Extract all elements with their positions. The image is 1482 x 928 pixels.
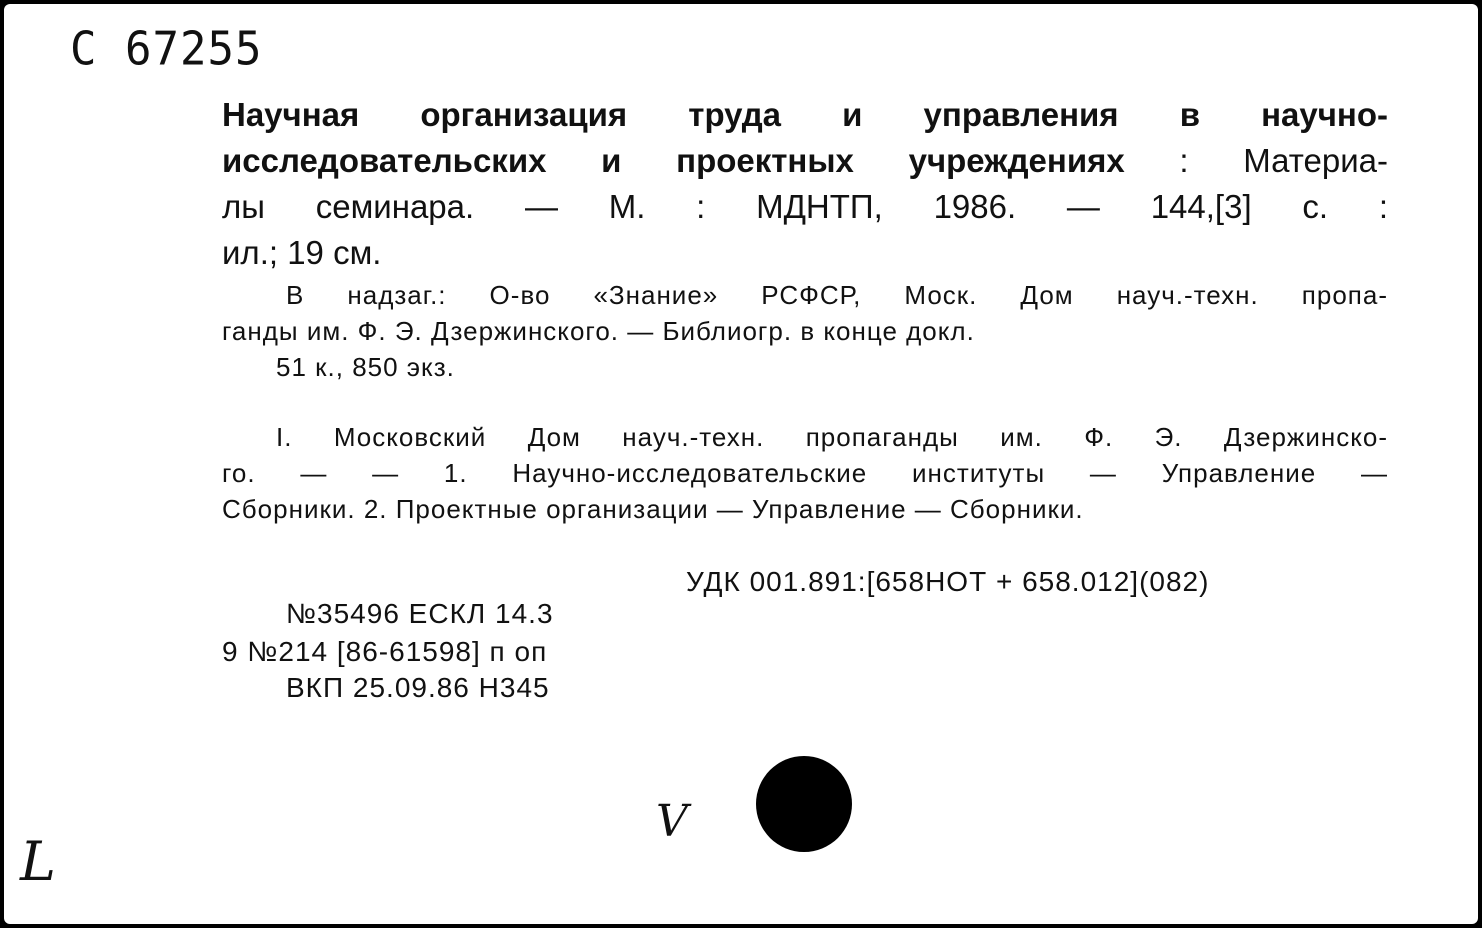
- catalog-card: [4, 4, 1478, 924]
- subjects-line-2: го. — — 1. Научно-исследовательские институты — Управление —: [222, 458, 1388, 488]
- notes-line-1: В надзаг.: О-во «Знание» РСФСР, Моск. Дом науч.-техн. пропа-: [286, 280, 1388, 310]
- title-line-1: Научная организация труда и управления в научно-: [222, 96, 1388, 133]
- title-line-3: лы семинара. — М. : МДНТП, 1986. — 144,[3] с. :: [222, 188, 1388, 225]
- title-line-4: ил.; 19 см.: [222, 234, 382, 271]
- title-line-2-bold: исследовательских и проектных учреждениях: [222, 142, 1125, 179]
- udk-code: УДК 001.891:[658НОТ + 658.012](082): [686, 566, 1210, 597]
- id-line-1: №35496 ЕСКЛ 14.3: [286, 598, 554, 629]
- subjects-line-3: Сборники. 2. Проектные организации — Управление — Сборники.: [222, 494, 1084, 524]
- notes-line-3: 51 к., 850 экз.: [276, 352, 455, 382]
- subjects-line-1: I. Московский Дом науч.-техн. пропаганды им. Ф. Э. Дзержинско-: [276, 422, 1388, 452]
- handwritten-mark-left: L: [20, 830, 56, 893]
- title-line-2-rest: : Материа-: [1124, 142, 1389, 179]
- handwritten-mark-center: V: [656, 796, 688, 847]
- id-line-3: ВКП 25.09.86 Н345: [286, 672, 550, 703]
- title-line-2: [222, 142, 1388, 180]
- shelfmark: C 67255: [70, 22, 263, 77]
- notes-line-2: ганды им. Ф. Э. Дзержинского. — Библиогр. в конце докл.: [222, 316, 975, 346]
- id-line-2: 9 №214 [86-61598] п оп: [222, 636, 548, 667]
- punch-hole-dot: [756, 756, 852, 852]
